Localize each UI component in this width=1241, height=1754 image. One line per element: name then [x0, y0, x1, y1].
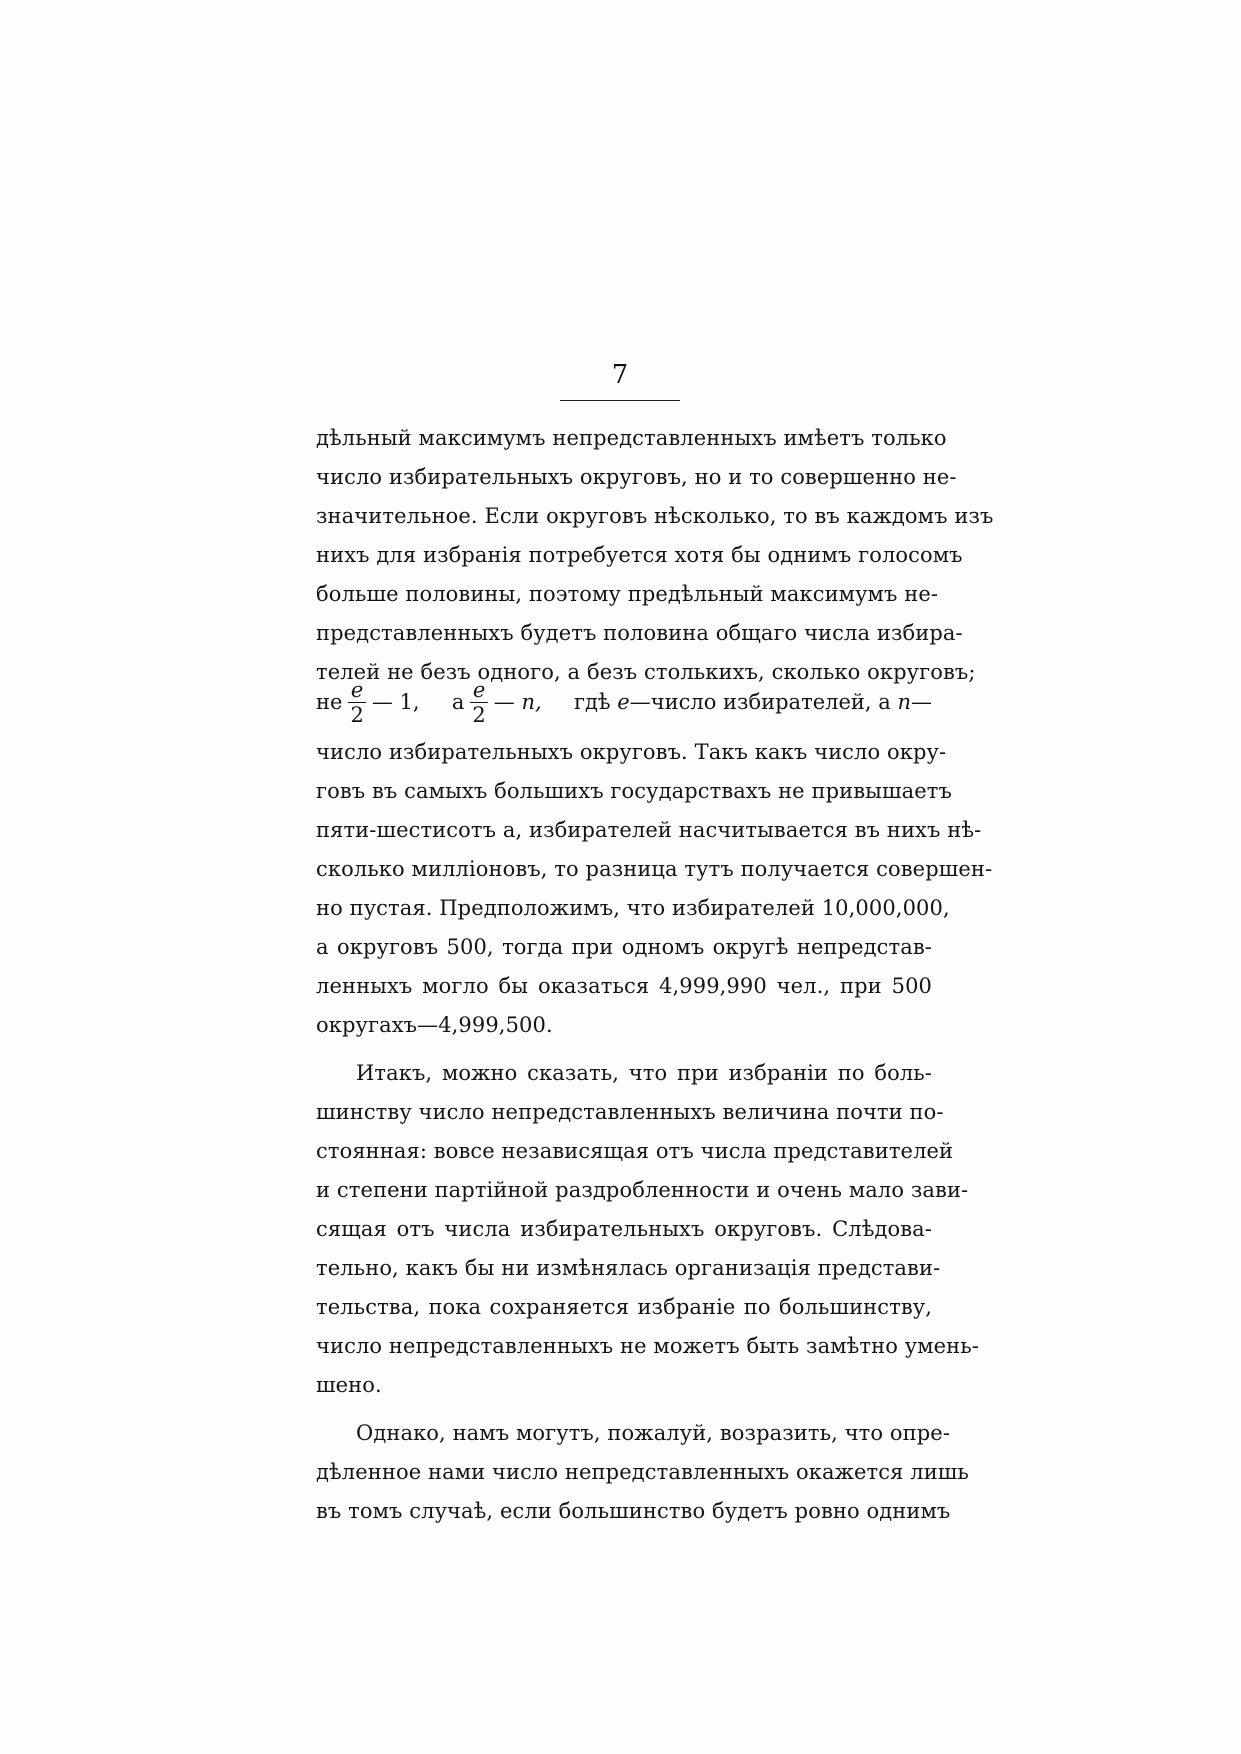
text-line: телей не безъ одного, а безъ столькихъ, сколько округовъ;	[316, 660, 976, 684]
text-line: тельно, какъ бы ни измѣнялась организація представи-	[316, 1256, 941, 1280]
formula-text: а	[451, 690, 465, 714]
text-line: шено.	[316, 1373, 382, 1397]
text-line: дѣльный максимумъ непредставленныхъ имѣетъ только	[316, 426, 947, 450]
formula-line	[316, 672, 932, 732]
formula-segment-1	[316, 678, 420, 727]
formula-segment-2	[452, 678, 542, 727]
text-line: въ томъ случаѣ, если большинство будетъ ровно однимъ	[316, 1499, 951, 1523]
formula-text: —	[910, 690, 932, 714]
text-line: тельства, пока сохраняется избраніе по большинству,	[316, 1295, 932, 1319]
formula-text: —число избирателей, а	[629, 690, 891, 714]
formula-text: не	[316, 690, 343, 714]
text-line: говъ въ самыхъ большихъ государствахъ не привышаетъ	[316, 779, 952, 803]
fraction-numerator: e	[350, 677, 364, 702]
page-number-rule	[560, 400, 680, 401]
page-number: 7	[611, 360, 629, 390]
formula-var-n: n	[897, 690, 911, 714]
text-line: сколько милліоновъ, то разница тутъ получается совершен-	[316, 857, 993, 881]
text-line: сящая отъ числа избирательныхъ округовъ. Слѣдова-	[316, 1217, 932, 1241]
text-line: Итакъ, можно сказать, что при избраніи по боль-	[356, 1061, 932, 1085]
fraction-e-over-2	[470, 678, 487, 727]
text-line: больше половины, поэтому предѣльный максимумъ не-	[316, 582, 939, 606]
text-line: а округовъ 500, тогда при одномъ округѣ непредстав-	[316, 935, 932, 959]
formula-segment-3	[574, 690, 932, 714]
text-line: стоянная: вовсе независящая отъ числа представителей	[316, 1139, 954, 1163]
fraction-denominator: 2	[472, 702, 486, 727]
text-line: значительное. Если округовъ нѣсколько, то въ каждомъ изъ	[316, 504, 994, 528]
fraction-numerator: e	[472, 677, 486, 702]
text-line: округахъ—4,999,500.	[316, 1013, 553, 1037]
fraction-e-over-2	[348, 678, 365, 727]
page-number-block	[560, 360, 680, 402]
formula-text: — 1,	[371, 690, 420, 714]
formula-text: гдѣ	[573, 690, 611, 714]
text-line: дѣленное нами число непредставленныхъ окажется лишь	[316, 1460, 969, 1484]
fraction-denominator: 2	[350, 702, 364, 727]
text-line: и степени партійной раздробленности и очень мало зави-	[316, 1178, 969, 1202]
text-line: нихъ для избранія потребуется хотя бы однимъ голосомъ	[316, 543, 963, 567]
text-line: число избирательныхъ округовъ, но и то совершенно не-	[316, 465, 957, 489]
formula-text: — n,	[493, 690, 542, 714]
text-line: число непредставленныхъ не можетъ быть замѣтно умень-	[316, 1334, 980, 1358]
formula-var-e: e	[617, 690, 630, 714]
text-line: пяти-шестисотъ а, избирателей насчитывается въ нихъ нѣ-	[316, 818, 982, 842]
text-line: представленныхъ будетъ половина общаго числа избира-	[316, 621, 963, 645]
text-line: число избирательныхъ округовъ. Такъ какъ число окру-	[316, 740, 947, 764]
text-line: шинству число непредставленныхъ величина почти по-	[316, 1100, 944, 1124]
text-line: но пустая. Предположимъ, что избирателей 10,000,000,	[316, 896, 950, 920]
text-line: ленныхъ могло бы оказаться 4,999,990 чел., при 500	[316, 974, 932, 998]
text-line: Однако, намъ могутъ, пожалуй, возразить, что опре-	[356, 1421, 951, 1445]
